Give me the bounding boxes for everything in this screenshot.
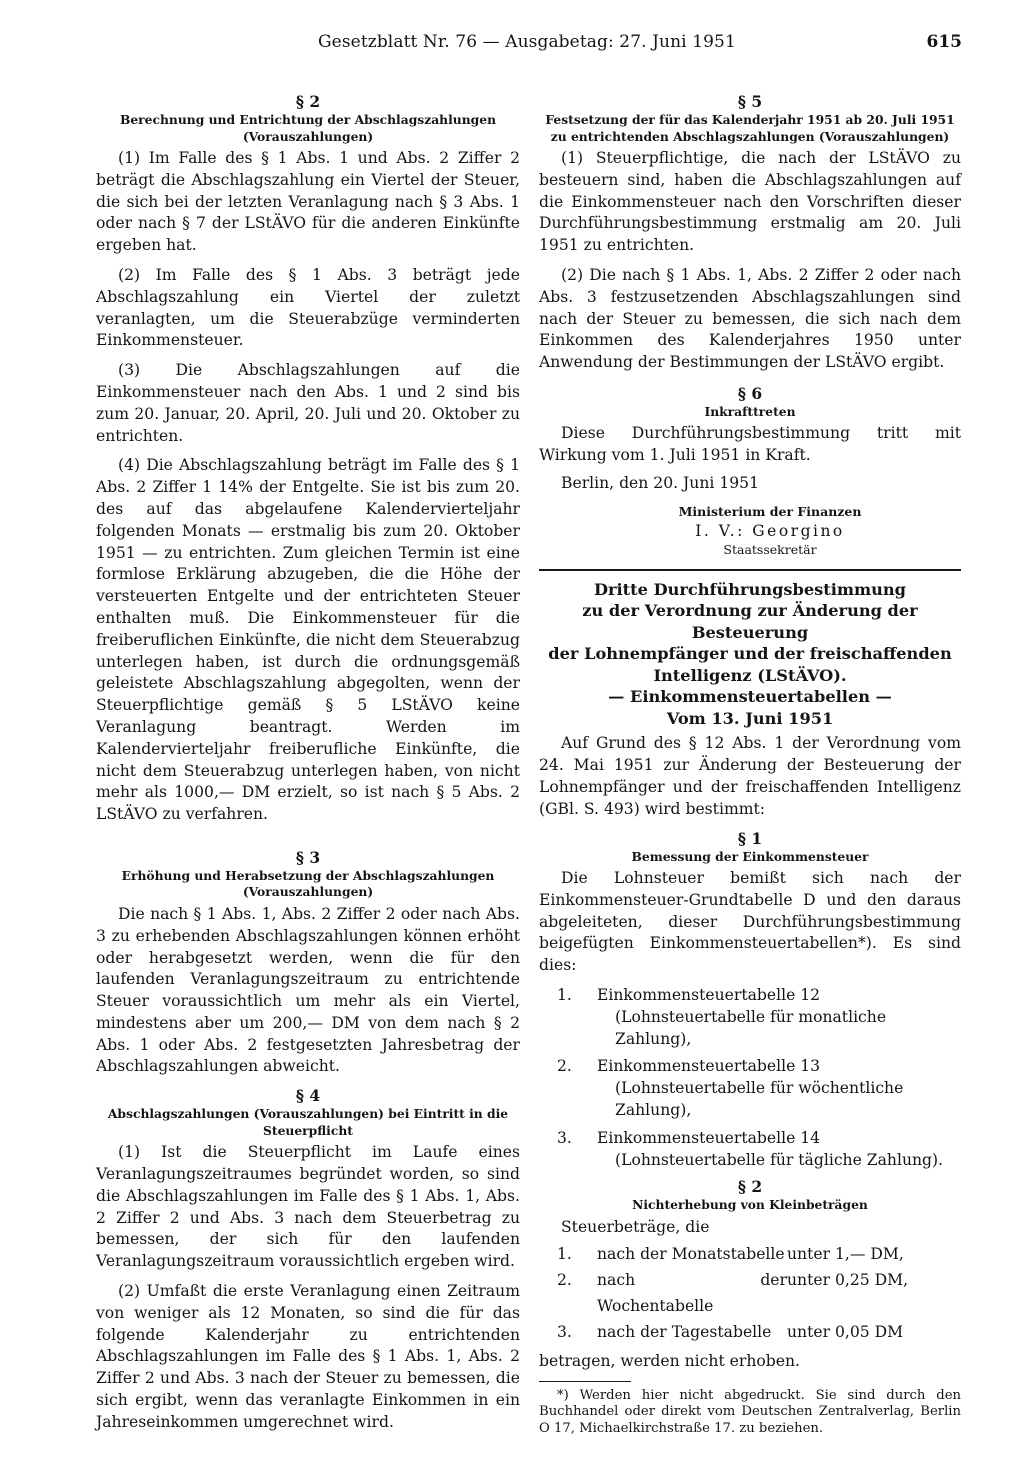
decree-title-line: Intelligenz (LStÄVO).	[653, 665, 847, 685]
decree-title	[539, 579, 961, 730]
list-item-title: Einkommensteuertabelle 13	[597, 1057, 821, 1076]
section-heading: Bemessung der Einkommensteuer	[631, 848, 869, 864]
decree-title-line: Dritte Durchführungsbestimmung	[593, 579, 907, 599]
list-item	[539, 985, 961, 1050]
table-label: nach der Tagestabelle	[597, 1322, 772, 1341]
section-heading: Erhöhung und Herabsetzung der Abschlagszahlungen (Vorauszahlungen)	[121, 867, 495, 900]
ministry-name: Ministerium der Finanzen	[678, 503, 862, 519]
paragraph: betragen, werden nicht erhoben.	[539, 1351, 800, 1370]
list-item-number: 1.	[557, 986, 572, 1005]
paragraph: Steuerbeträge, die	[561, 1217, 710, 1236]
table-label: nach der Wochentabelle	[597, 1270, 787, 1315]
list-item	[539, 1056, 961, 1121]
decree-title-line: — Einkommensteuertabellen —	[608, 687, 892, 707]
paragraph: (1) Ist die Steuerpflicht im Laufe eines Veranlagungszeitraumes begründet worden, so sind die Abschlagszahlungen im Falle des § 1 Abs. 1, Abs. 2 Ziffer 2 und Abs. 3 nach dem Steuerbetrag zu bemessen, der sich für den laufenden Veranlagungszeitraum voraussichtlich ergeben wird.	[96, 1143, 520, 1271]
threshold-value: unter 0,25 DM,	[787, 1270, 909, 1289]
paragraph: (1) Steuerpflichtige, die nach der LStÄVO zu besteuern sind, haben die Abschlagszahlungen auf die Einkommensteuer nach den Vorschriften dieser Durchführungsbestimmung erstmalig am 20. Juli 1951 zu entrichten.	[539, 149, 961, 255]
section-heading: Abschlagszahlungen (Vorauszahlungen) bei Eintritt in die Steuerpflicht	[107, 1106, 509, 1138]
decree-title-line: der Lohnempfänger und der freischaffenden	[548, 644, 952, 664]
section-number: § 2	[295, 92, 321, 111]
list-item-subtitle: (Lohnsteuertabelle für wöchentliche Zahlung),	[615, 1079, 904, 1120]
section-heading: Festsetzung der für das Kalenderjahr 1951 ab 20. Juli 1951 zu entrichtenden Abschlagszahlungen (Vorauszahlungen)	[545, 112, 955, 144]
list-item-number: 2.	[557, 1270, 572, 1289]
paragraph: Die nach § 1 Abs. 1, Abs. 2 Ziffer 2 oder nach Abs. 3 zu erhebenden Abschlagszahlungen können erhöht oder herabgesetzt werden, wenn die für den laufenden Veranlagungszeitraum zu entrichtende Steuer voraussichtlich um mehr als ein Viertel, mindestens aber um 200,— DM von dem nach § 2 Abs. 1 oder Abs. 2 festgesetzten Jahresbetrag der Abschlagszahlungen abweicht.	[96, 904, 520, 1076]
list-item-number: 3.	[557, 1128, 572, 1147]
section-number: § 2	[737, 1177, 763, 1197]
section-heading: Inkrafttreten	[704, 403, 796, 419]
decree-intro: Auf Grund des § 12 Abs. 1 der Verordnung vom 24. Mai 1951 zur Änderung der Besteuerung der Lohnempfänger und der freischaffenden Intelligenz (GBl. S. 493) wird bestimmt:	[539, 734, 961, 818]
list-item-subtitle: (Lohnsteuertabelle für monatliche Zahlung),	[615, 1007, 887, 1048]
page-header	[0, 32, 1024, 62]
list-item-number: 3.	[557, 1322, 572, 1341]
right-column	[539, 92, 961, 1437]
section-heading: Nichterhebung von Kleinbeträgen	[632, 1197, 868, 1213]
decree-title-line: zu der Verordnung zur Änderung der Besteuerung	[582, 601, 918, 642]
place-date: Berlin, den 20. Juni 1951	[561, 474, 760, 493]
section-heading: Berechnung und Entrichtung der Abschlagszahlungen (Vorauszahlungen)	[119, 112, 497, 144]
signer-name: I. V.: Georgino	[695, 521, 845, 540]
threshold-list	[539, 1241, 961, 1345]
signer-title: Staatssekretär	[723, 541, 817, 557]
section-number: § 1	[737, 828, 763, 848]
paragraph: Diese Durchführungsbestimmung tritt mit Wirkung vom 1. Juli 1951 in Kraft.	[539, 424, 961, 465]
list-item-title: Einkommensteuertabelle 12	[597, 986, 821, 1005]
threshold-value: unter 1,— DM,	[787, 1244, 904, 1263]
paragraph: (3) Die Abschlagszahlungen auf die Einkommensteuer nach den Abs. 1 und 2 sind bis zum 20. Januar, 20. April, 20. Juli und 20. Oktober zu entrichten.	[96, 361, 520, 445]
gazette-title: Gesetzblatt Nr. 76 — Ausgabetag: 27. Juni 1951	[318, 32, 736, 52]
page-number: 615	[926, 32, 962, 52]
section-divider	[539, 569, 961, 571]
left-column	[96, 92, 520, 1442]
list-item	[539, 1128, 961, 1172]
paragraph: (1) Im Falle des § 1 Abs. 1 und Abs. 2 Ziffer 2 beträgt die Abschlagszahlung ein Viertel der Steuer, die sich bei der letzten Veranlagung nach § 3 Abs. 1 oder nach § 7 der LStÄVO für die anderen Einkünfte ergeben hat.	[96, 149, 520, 255]
decree-date: Vom 13. Juni 1951	[666, 708, 834, 728]
table-label: nach der Monatstabelle	[597, 1244, 785, 1263]
section-number: § 3	[295, 847, 321, 867]
section-number: § 6	[737, 383, 763, 403]
list-item	[539, 1319, 961, 1345]
paragraph: (4) Die Abschlagszahlung beträgt im Falle des § 1 Abs. 2 Ziffer 1 14% der Entgelte. Sie ist bis zum 20. des auf das abgelaufene Kalendervierteljahr folgenden Monats — erstmalig bis zum 20. Oktober 1951 — zu entrichten. Zum gleichen Termin ist eine formlose Erklärung abzugeben, die die Höhe der versteuerten Entgelte und der entrichteten Steuer enthalten muß. Die Einkommensteuer für die freiberuflichen Einkünfte, die nicht dem Steuerabzug unterlegen haben, ist durch die ordnungsgemäß geleistete Abschlagszahlung abgegolten, wenn der Steuerpflichtige gemäß § 5 LStÄVO keine Veranlagung beantragt. Werden im Kalendervierteljahr freiberufliche Einkünfte, die nicht dem Steuerabzug unterlegen haben, von nicht mehr als 1000,— DM erzielt, so ist nach § 5 Abs. 2 LStÄVO zu verfahren.	[96, 456, 520, 824]
list-item-subtitle: (Lohnsteuertabelle für tägliche Zahlung).	[615, 1150, 944, 1169]
paragraph: (2) Die nach § 1 Abs. 1, Abs. 2 Ziffer 2 oder nach Abs. 3 festzusetzenden Abschlagszahlungen sind nach der Steuer zu bemessen, die sich nach dem Einkommen des Kalenderjahres 1950 unter Anwendung der Bestimmungen der LStÄVO ergibt.	[539, 265, 961, 372]
paragraph: (2) Im Falle des § 1 Abs. 3 beträgt jede Abschlagszahlung ein Viertel der zuletzt veranlagten, um die Steuerabzüge verminderten Einkommensteuer.	[96, 265, 520, 350]
list-item	[539, 1267, 961, 1319]
paragraph: (2) Umfaßt die erste Veranlagung einen Zeitraum von weniger als 12 Monaten, so sind die für das folgende Kalenderjahr zu entrichtenden Abschlagszahlungen im Falle des § 1 Abs. 1, Abs. 2 Ziffer 2 und Abs. 3 nach der Steuer zu bemessen, die sich ergibt, wenn das veranlagte Einkommen in ein Jahreseinkommen umgerechnet wird.	[96, 1282, 520, 1431]
list-item-number: 1.	[557, 1244, 572, 1263]
list-item-title: Einkommensteuertabelle 14	[597, 1128, 821, 1147]
threshold-value: unter 0,05 DM	[787, 1322, 904, 1341]
paragraph: Die Lohnsteuer bemißt sich nach der Einkommensteuer-Grundtabelle D und den daraus abgeleiteten, dieser Durchführungsbestimmung beigefügten Einkommensteuertabellen*). Es sind dies:	[539, 869, 961, 975]
table-list	[539, 985, 961, 1171]
footnote-divider	[539, 1381, 631, 1382]
section-number: § 4	[295, 1086, 321, 1106]
footnote: *) Werden hier nicht abgedruckt. Sie sind durch den Buchhandel oder direkt vom Deutschen Zentralverlag, Berlin O 17, Michaelkirchstraße 17. zu beziehen.	[539, 1387, 961, 1436]
section-number: § 5	[737, 92, 763, 111]
list-item-number: 2.	[557, 1057, 572, 1076]
list-item	[539, 1241, 961, 1267]
